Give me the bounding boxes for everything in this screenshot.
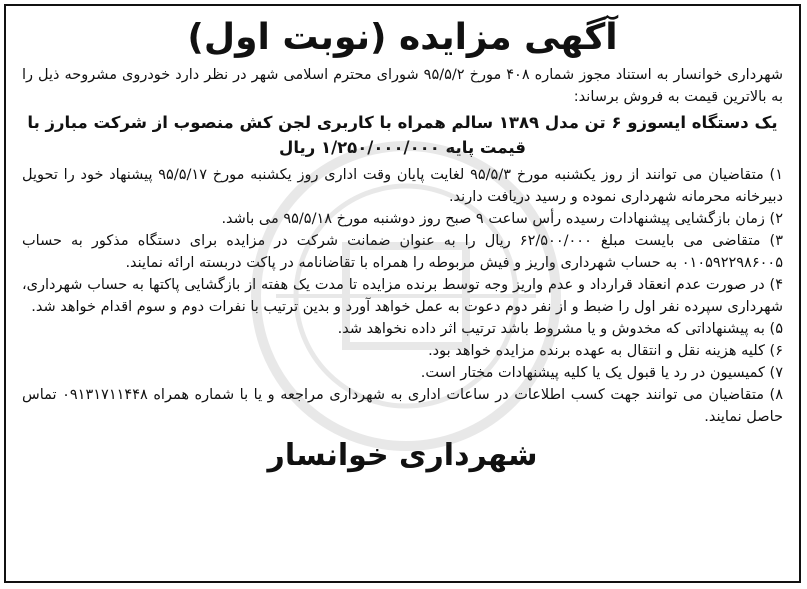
conditions-list [22,164,783,428]
list-item: ۱) متقاضیان می توانند از روز یکشنبه مورخ ۹۵/۵/۳ لغایت پایان وقت اداری روز یکشنبه مورخ ۹۵/۵/۱۷ پیشنهاد خود را تحویل دبیرخانه محرمانه شهرداری نموده و رسید دریافت دارند. [22,167,783,205]
auction-notice [4,4,801,583]
notice-title: آگهی مزایده (نوبت اول) [187,17,618,58]
list-item: ۸) متقاضیان می توانند جهت کسب اطلاعات در ساعات اداری به شهرداری مراجعه و یا با شماره همراه ۰۹۱۳۱۷۱۱۴۴۸ تماس حاصل نمایند. [22,387,783,425]
municipality-signature: شهرداری خوانسار [267,438,538,473]
list-item: ۷) کمیسیون در رد یا قبول یک یا کلیه پیشنهادات مختار است. [420,365,783,381]
list-item: ۲) زمان بازگشایی پیشنهادات رسیده رأس ساعت ۹ صبح روز دوشنبه مورخ ۹۵/۵/۱۸ می باشد. [221,211,783,227]
list-item: ۵) به پیشنهاداتی که مخدوش و یا مشروط باشد ترتیب اثر داده نخواهد شد. [337,321,783,337]
list-item: ۳) متقاضی می بایست مبلغ ۶۲/۵۰۰/۰۰۰ ریال را به عنوان ضمانت شرکت در مزایده برای دستگاه مذکور به حساب ۰۱۰۵۹۲۲۹۸۶۰۰۵ به حساب شهرداری واریز و فیش مربوطه را همراه با تقاضانامه در پاکت دربسته ارائه نمایند. [22,233,784,271]
notice-intro: شهرداری خوانسار به استناد مجوز شماره ۴۰۸ مورخ ۹۵/۵/۲ شورای محترم اسلامی شهر در نظر دارد خودروی مشروحه ذیل را به بالاترین قیمت به فروش برساند: [22,67,784,105]
list-item: ۶) کلیه هزینه نقل و انتقال به عهده برنده مزایده خواهد بود. [428,343,783,359]
list-item: ۴) در صورت عدم انعقاد قرارداد و عدم واریز وجه توسط برنده مزایده تا مدت یک هفته از بازگشایی پاکتها به حساب شهرداری، شهرداری سپرده نفر اول را ضبط و از نفر دوم دعوت به عمل خواهد آورد و بدین ترتیب با نفرات دوم و سوم اقدام خواهد شد. [22,277,783,315]
vehicle-description: یک دستگاه ایسوزو ۶ تن مدل ۱۳۸۹ سالم همراه با کاربری لجن کش منصوب از شرکت مبارز با قیمت پایه ۱/۲۵۰/۰۰۰/۰۰۰ ریال [27,113,778,157]
